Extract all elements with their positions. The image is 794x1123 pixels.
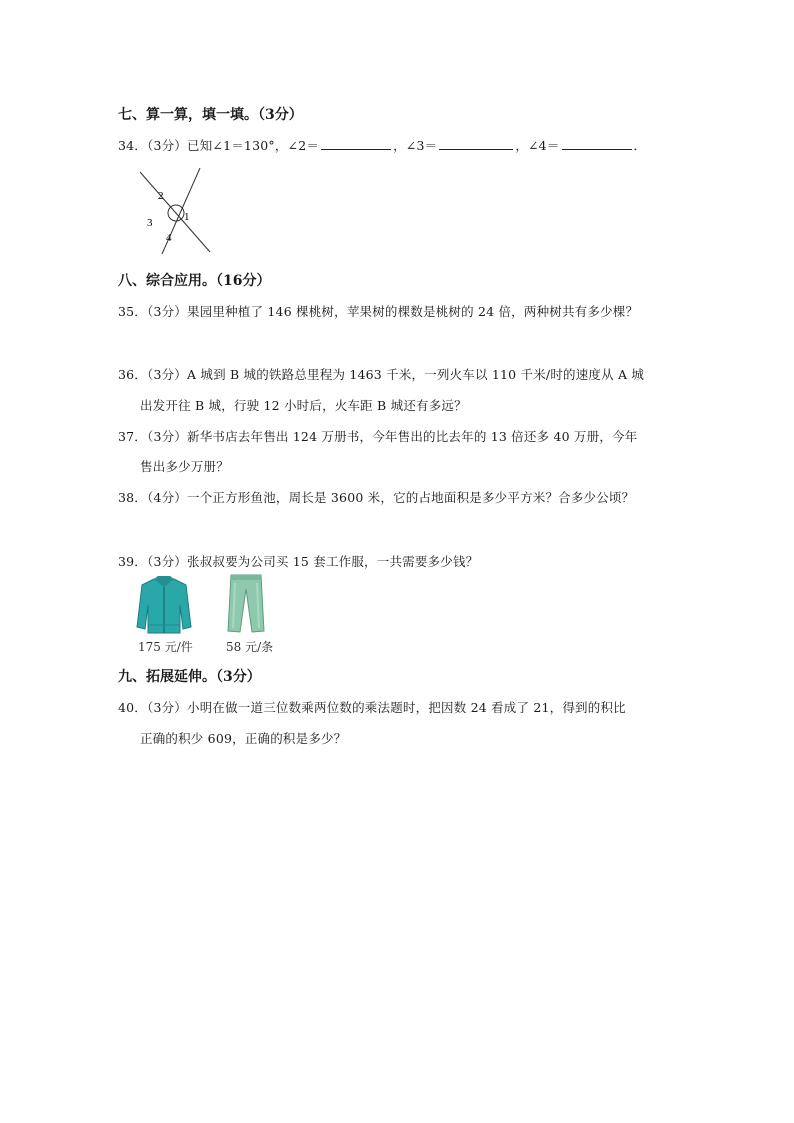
- q34-blank-angle3[interactable]: [439, 137, 513, 150]
- question-37-line2: 售出多少万册？: [140, 459, 229, 474]
- jacket-price: 175 元/件: [138, 640, 193, 654]
- jacket-image: [136, 575, 192, 635]
- question-35: 35．（3分）果园里种植了 146 棵桃树，苹果树的棵数是桃树的 24 倍，两种树共有多少棵？: [118, 304, 639, 319]
- q34-suffix: ．: [633, 138, 647, 153]
- angle-label-2: 2: [158, 190, 164, 202]
- question-34: [118, 136, 646, 154]
- question-36-line2: 出发开往 B 城，行驶 12 小时后，火车距 B 城还有多远？: [140, 398, 467, 413]
- question-40-line2: 正确的积少 609，正确的积是多少？: [140, 731, 347, 746]
- section-7-title: 七、算一算，填一填。（3分）: [118, 107, 303, 123]
- angle-diagram: [138, 166, 218, 256]
- question-40-line1: 40．（3分）小明在做一道三位数乘两位数的乘法题时，把因数 24 看成了 21，得到的积比: [118, 700, 626, 715]
- pants-waistband: [231, 575, 261, 580]
- angle-label-3: 3: [147, 217, 153, 229]
- q34-blank-angle4[interactable]: [562, 137, 632, 150]
- angle-label-1: 1: [184, 211, 190, 223]
- question-37-line1: 37．（3分）新华书店去年售出 124 万册书，今年售出的比去年的 13 倍还多 40 万册，今年: [118, 429, 638, 444]
- pants-price: 58 元/条: [226, 640, 274, 654]
- q34-sep2: ，∠3＝: [393, 138, 438, 153]
- question-39: 39．（3分）张叔叔要为公司买 15 套工作服，一共需要多少钱？: [118, 554, 479, 569]
- q34-blank-angle2[interactable]: [321, 137, 391, 150]
- section-8-title: 八、综合应用。（16分）: [118, 273, 271, 289]
- angle-label-4: 4: [166, 232, 172, 244]
- q34-prefix: 34．（3分）已知∠1＝130°，∠2＝: [118, 138, 320, 153]
- question-36-line1: 36．（3分）A 城到 B 城的铁路总里程为 1463 千米，一列火车以 110 千米/时的速度从 A 城: [118, 367, 645, 382]
- diagram-line-a: [140, 172, 210, 252]
- q34-sep3: ，∠4＝: [515, 138, 560, 153]
- question-38: 38．（4分）一个正方形鱼池，周长是 3600 米，它的占地面积是多少平方米？合多少公顷？: [118, 490, 635, 505]
- pants-image: [226, 573, 266, 635]
- section-9-title: 九、拓展延伸。（3分）: [118, 669, 261, 685]
